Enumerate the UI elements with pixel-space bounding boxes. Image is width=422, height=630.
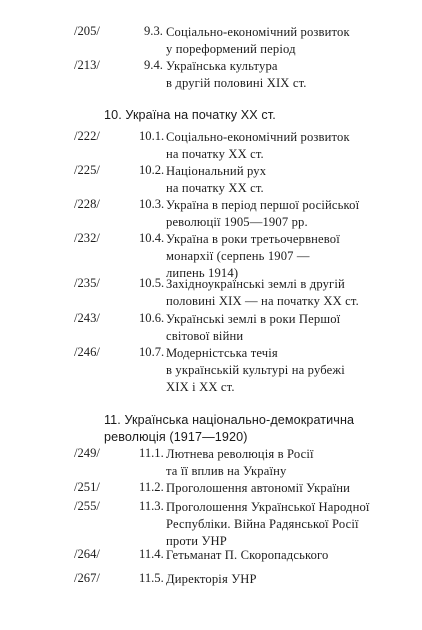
page-number: /222/ — [74, 129, 100, 143]
page-number: /246/ — [74, 345, 100, 359]
entry-title: Україна в період першої російської революції 1905—1907 рр. — [166, 198, 360, 229]
entry-title: Соціально-економічний розвиток на початку XX ст. — [166, 130, 350, 161]
entry-title: Західноукраїнські землі в другій половині XIX — на початку XX ст. — [166, 277, 359, 308]
entry-title: Соціально-економічний розвиток у пореформений період — [166, 25, 350, 56]
page-number: /232/ — [74, 231, 100, 245]
page-number: /228/ — [74, 197, 100, 211]
entry-number: 9.3. — [144, 24, 163, 38]
page-number: /213/ — [74, 58, 100, 72]
entry-title: Модерністська течія в українській культурі на рубежі XIX і XX ст. — [166, 346, 345, 394]
entry-number: 10.2. — [139, 163, 165, 177]
entry-number: 10.6. — [139, 311, 165, 325]
entry-number: 9.4. — [144, 58, 163, 72]
entry-number: 11.2. — [139, 480, 164, 494]
entry-title: Україна в роки третьочервневої монархії (серпень 1907 — липень 1914) — [166, 232, 340, 280]
section-heading: 11. Українська національно-демократична революція (1917—1920) — [104, 413, 355, 444]
page-number: /235/ — [74, 276, 100, 290]
page-number: /267/ — [74, 571, 100, 585]
entry-title: Проголошення Української Народної Республіки. Війна Радянської Росії проти УНР — [166, 500, 370, 548]
entry-number: 10.5. — [139, 276, 165, 290]
page-number: /243/ — [74, 311, 100, 325]
section-heading: 10. Україна на початку XX ст. — [104, 108, 276, 122]
entry-title: Директорія УНР — [166, 572, 257, 586]
entry-title: Лютнева революція в Росії та її вплив на Україну — [166, 447, 314, 478]
page-number: /249/ — [74, 446, 100, 460]
page-number: /205/ — [74, 24, 100, 38]
entry-number: 10.3. — [139, 197, 165, 211]
entry-number: 10.7. — [139, 345, 165, 359]
entry-number: 11.3. — [139, 499, 164, 513]
page-number: /251/ — [74, 480, 100, 494]
entry-number: 11.5. — [139, 571, 164, 585]
page-number: /264/ — [74, 547, 100, 561]
page-number: /255/ — [74, 499, 100, 513]
entry-title: Українські землі в роки Першої світової війни — [166, 312, 341, 343]
page-number: /225/ — [74, 163, 100, 177]
entry-number: 11.1. — [139, 446, 164, 460]
entry-number: 11.4. — [139, 547, 164, 561]
entry-title: Гетьманат П. Скоропадського — [166, 548, 329, 562]
entry-number: 10.1. — [139, 129, 165, 143]
entry-title: Українська культура в другій половині XIX ст. — [166, 59, 307, 90]
entry-title: Проголошення автономії України — [166, 481, 351, 495]
entry-number: 10.4. — [139, 231, 165, 245]
entry-title: Національний рух на початку XX ст. — [166, 164, 267, 195]
